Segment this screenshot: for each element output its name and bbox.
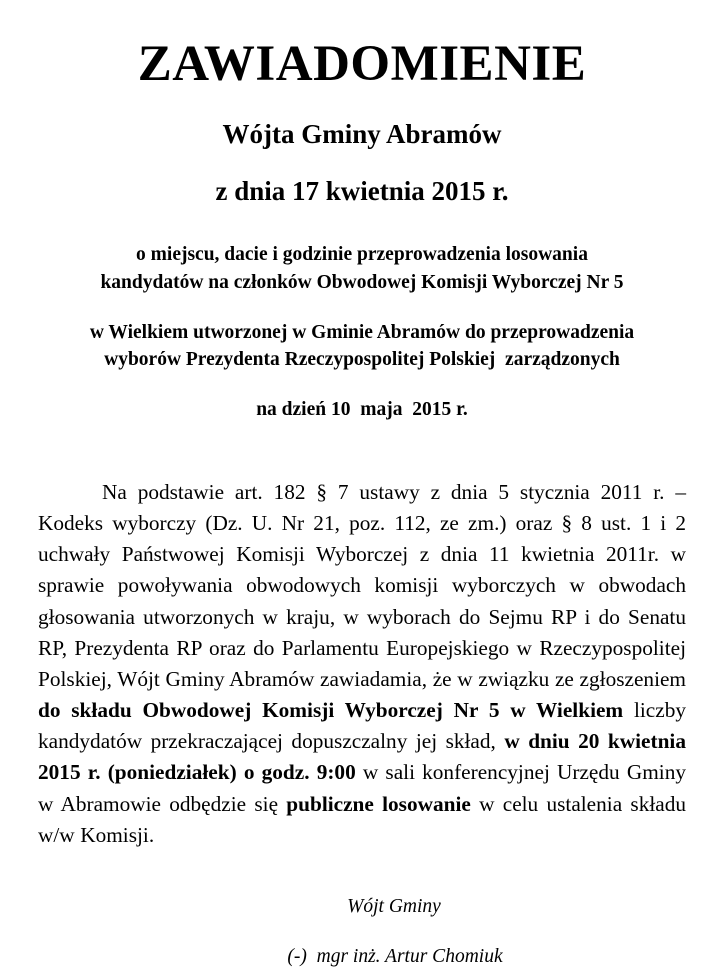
- body-text-part-4: w celu ustalenia składu w/w Komisji.: [38, 791, 687, 847]
- document-date: z dnia 17 kwietnia 2015 r.: [215, 175, 509, 206]
- subheading-scope-line-1: w Wielkiem utworzonej w Gminie Abramów do przeprowadzenia: [89, 321, 635, 343]
- signature-block: [0, 851, 724, 969]
- page-title: ZAWIADOMIENIE: [137, 36, 587, 92]
- body-paragraph: [38, 477, 686, 851]
- signature-name: (-) mgr inż. Artur Chomiuk: [287, 946, 503, 968]
- signature-role: Wójt Gminy: [347, 896, 441, 918]
- issuing-authority: Wójta Gminy Abramów: [222, 118, 502, 149]
- subheading-purpose-line-1: o miejscu, dacie i godzinie przeprowadzenia losowania: [136, 244, 588, 266]
- document-heading-block: [0, 0, 724, 207]
- subheading-election-date-line-1: na dzień 10 maja 2015 r.: [256, 399, 468, 421]
- body-text-part-3: w sali konferencyjnej Urzędu Gminy w Abramowie odbędzie się: [38, 760, 686, 816]
- body-bold-commission-name: do składu Obwodowej Komisji Wyborczej Nr 5 w Wielkiem: [38, 698, 624, 723]
- body-bold-drawing-datetime: w dniu 20 kwietnia 2015 r. (poniedziałek) o godz. 9:00: [38, 729, 686, 785]
- body-text-part-2: liczby kandydatów przekraczającej dopuszczalny jej skład,: [38, 698, 687, 754]
- body-section: [38, 424, 686, 851]
- body-text-part-1: Na podstawie art. 182 § 7 ustawy z dnia 5 stycznia 2011 r. – Kodeks wyborczy (Dz. U. Nr 21, poz. 112, ze zm.) oraz § 8 ust. 1 i 2 uchwały Państwowej Komisji Wyborczej z dnia 11 kwietnia 2011r. w sprawie powoływania obwodowych komisji wyborczych w obwodach głosowania utworzonych w kraju, w wyborach do Sejmu RP i do Senatu RP, Prezydenta RP oraz do Parlamentu Europejskiego w Rzeczypospolitej Polskiej, Wójt Gminy Abramów zawiadamia, że w związku ze zgłoszeniem: [38, 479, 686, 691]
- subheading-purpose-line-2: kandydatów na członków Obwodowej Komisji Wyborczej Nr 5: [100, 272, 624, 294]
- subheading-election-date: [0, 374, 724, 424]
- subheading-scope: [0, 297, 724, 374]
- subheading-purpose: [0, 207, 724, 296]
- subheading-scope-line-2: wyborów Prezydenta Rzeczypospolitej Polskiej zarządzonych: [104, 349, 620, 371]
- body-bold-public-drawing: publiczne losowanie: [286, 791, 471, 816]
